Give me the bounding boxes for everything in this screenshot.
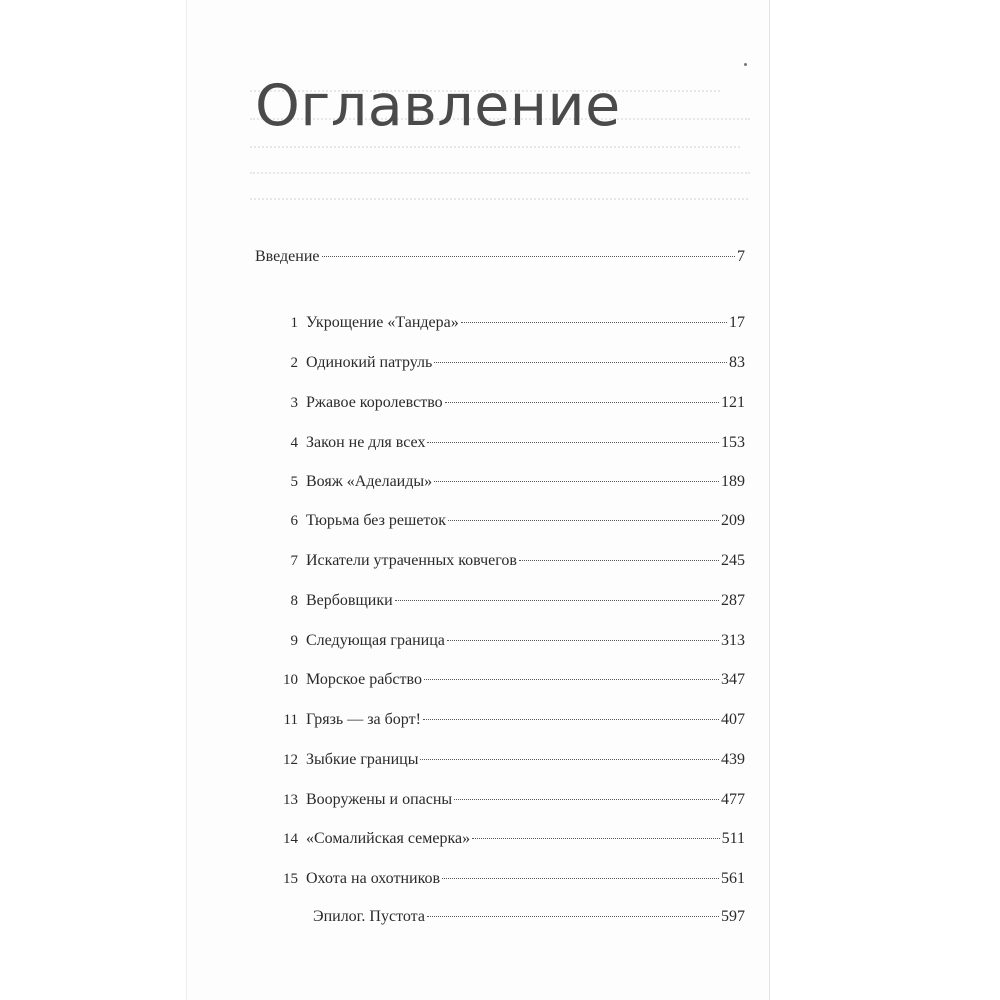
dot-leader <box>454 799 719 800</box>
toc-entry-epilogue[interactable] <box>313 907 745 927</box>
toc-entry-chapter-5[interactable] <box>290 472 745 492</box>
toc-entry-label: Укрощение «Тандера» <box>306 314 459 331</box>
dot-leader <box>424 679 719 680</box>
toc-entry-page: 83 <box>729 354 745 371</box>
chapter-number: 6 <box>290 513 298 529</box>
dot-leader <box>448 520 719 521</box>
dot-leader <box>434 362 727 363</box>
chapter-number: 4 <box>290 435 298 451</box>
toc-entry-chapter-7[interactable] <box>290 551 745 571</box>
toc-entry-page: 597 <box>721 908 745 925</box>
toc-entry-chapter-9[interactable] <box>290 631 745 651</box>
toc-entry-chapter-2[interactable] <box>290 353 745 373</box>
dot-leader <box>472 838 720 839</box>
toc-entry-chapter-11[interactable] <box>283 710 745 730</box>
toc-entry-intro[interactable] <box>255 247 745 267</box>
toc-entry-page: 17 <box>729 314 745 331</box>
toc-entry-label: Одинокий патруль <box>306 354 433 371</box>
toc-entry-label: Эпилог. Пустота <box>313 908 425 925</box>
chapter-number: 13 <box>283 792 298 808</box>
toc-entry-label: Следующая граница <box>306 632 445 649</box>
dot-leader <box>395 600 719 601</box>
dot-leader <box>427 442 719 443</box>
toc-entry-page: 121 <box>721 394 745 411</box>
chapter-number: 14 <box>283 831 298 847</box>
toc-entry-chapter-13[interactable] <box>283 790 745 810</box>
book-page <box>186 0 770 1000</box>
toc-entry-page: 439 <box>721 751 745 768</box>
toc-entry-label: Закон не для всех <box>306 434 426 451</box>
toc-entry-label: Искатели утраченных ковчегов <box>306 552 517 569</box>
chapter-number: 9 <box>290 633 298 649</box>
toc-entry-label: Вооружены и опасны <box>306 791 453 808</box>
toc-entry-label: Введение <box>255 248 320 265</box>
toc-entry-page: 511 <box>721 830 745 847</box>
dot-leader <box>442 878 719 879</box>
dot-leader <box>322 256 736 257</box>
toc-entry-chapter-4[interactable] <box>290 433 745 453</box>
chapter-number: 7 <box>290 553 298 569</box>
toc-entry-chapter-8[interactable] <box>290 591 745 611</box>
toc-entry-page: 153 <box>721 434 745 451</box>
dot-leader <box>461 322 727 323</box>
toc-entry-chapter-14[interactable] <box>283 829 745 849</box>
page-title: Оглавление <box>255 73 621 139</box>
chapter-number: 12 <box>283 752 298 768</box>
toc-entry-label: Грязь — за борт! <box>306 711 421 728</box>
toc-entry-page: 209 <box>721 512 745 529</box>
toc-entry-page: 347 <box>721 671 745 688</box>
toc-entry-page: 407 <box>721 711 745 728</box>
chapter-number: 2 <box>290 355 298 371</box>
toc-entry-page: 7 <box>737 248 745 265</box>
toc-entry-chapter-12[interactable] <box>283 750 745 770</box>
dot-leader <box>420 759 719 760</box>
toc-entry-page: 313 <box>721 632 745 649</box>
toc-entry-chapter-15[interactable] <box>283 869 745 889</box>
toc-entry-page: 561 <box>721 870 745 887</box>
chapter-number: 3 <box>290 395 298 411</box>
chapter-number: 1 <box>290 315 298 331</box>
dot-leader <box>423 719 719 720</box>
ink-fleck <box>744 63 747 66</box>
toc-entry-chapter-1[interactable] <box>290 313 745 333</box>
toc-entry-page: 245 <box>721 552 745 569</box>
toc-entry-label: Вояж «Аделаиды» <box>306 473 433 490</box>
toc-entry-page: 189 <box>721 473 745 490</box>
toc-entry-chapter-6[interactable] <box>290 511 745 531</box>
toc-entry-chapter-10[interactable] <box>283 670 745 690</box>
toc-entry-label: Морское рабство <box>306 671 422 688</box>
chapter-number: 15 <box>283 871 298 887</box>
toc-entry-page: 477 <box>721 791 745 808</box>
toc-entry-label: Ржавое королевство <box>306 394 443 411</box>
toc-entry-chapter-3[interactable] <box>290 393 745 413</box>
toc-entry-label: Вербовщики <box>306 592 393 609</box>
toc-entry-label: Охота на охотников <box>306 870 441 887</box>
chapter-number: 11 <box>283 712 298 728</box>
chapter-number: 8 <box>290 593 298 609</box>
toc-entry-page: 287 <box>721 592 745 609</box>
dot-leader <box>447 640 719 641</box>
chapter-number: 10 <box>283 672 298 688</box>
toc-entry-label: Зыбкие границы <box>306 751 419 768</box>
toc-entry-label: «Сомалийская семерка» <box>306 830 471 847</box>
dot-leader <box>434 481 719 482</box>
toc-entry-label: Тюрьма без решеток <box>306 512 446 529</box>
dot-leader <box>445 402 719 403</box>
dot-leader <box>427 916 719 917</box>
dot-leader <box>519 560 719 561</box>
chapter-number: 5 <box>290 474 298 490</box>
